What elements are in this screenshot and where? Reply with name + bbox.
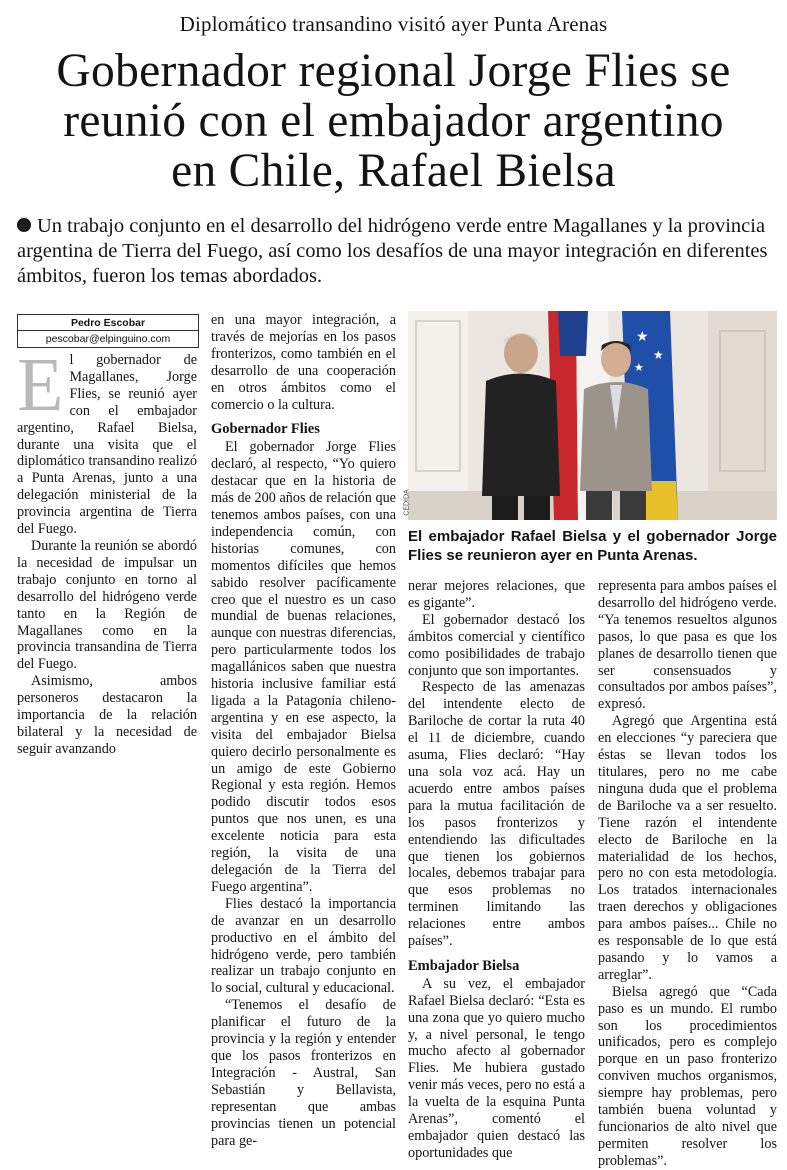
author-email: pescobar@elpinguino.com	[45, 333, 171, 345]
article-column-2	[211, 312, 396, 1149]
article-photo	[403, 311, 777, 520]
lead-paragraph	[17, 214, 779, 289]
photo-caption: El embajador Rafael Bielsa y el gobernador Jorge Flies se reunieron ayer en Punta Arenas.	[408, 528, 777, 564]
paragraph: Bielsa agregó que “Cada paso es un mundo. El rumbo son los procedimientos unificados, pero es complejo porque en un paso fronterizo conviven muchos organismos, siempre hay problemas, pero también buena voluntad y funcionarios de alto nivel que permiten resolver los problemas”.	[598, 983, 777, 1169]
paragraph-text: l gobernador de Magallanes, Jorge Flies, se reunió ayer con el embajador argentino, Rafael Bielsa, durante una visita que el diplomático transandino realizó a Punta Arenas, junto a una delegación ministerial de la provincia argentina de Tierra del Fuego.	[17, 352, 197, 538]
article-column-4	[598, 578, 777, 1170]
paragraph: El gobernador destacó los ámbitos comercial y científico como posibilidades de trabajo conjunto que son importantes.	[408, 611, 585, 679]
photo-illustration	[408, 311, 777, 520]
subheading: Embajador Bielsa	[408, 957, 520, 974]
kicker: Diplomático transandino visitó ayer Punta Arenas	[179, 12, 608, 36]
paragraph: Durante la reunión se abordó la necesidad de impulsar un trabajo conjunto en torno al desarrollo del hidrógeno verde tanto en la Región de Magallanes como en la provincia transandina de Tierra del Fuego.	[17, 537, 197, 673]
subheading: Gobernador Flies	[211, 421, 320, 438]
paragraph: Agregó que Argentina está en elecciones “y pareciera que éstas se llevan todos los titulares, pero no me cabe ninguna duda que el problema de Bariloche va a ser resuelto. Tiene razón el intendente electo de Bariloche en la materialidad de los hechos, pero no con esta metodología. Los tratados internacionales traen derechos y obligaciones para ambos países... Chile no es responsable de lo que está pasando y lo vamos a arreglar”.	[598, 713, 777, 983]
svg-text:★: ★	[653, 348, 664, 362]
headline-line: en Chile, Rafael Bielsa	[171, 145, 616, 197]
paragraph: nerar mejores relaciones, que es gigante”.	[408, 578, 585, 611]
lead-text: Un trabajo conjunto en el desarrollo del hidrógeno verde entre Magallanes y la provincia argentina de Tierra del Fuego, así como los desafíos de una mayor integración en diferentes ámbitos, fueron los temas abordados.	[17, 215, 768, 287]
headline-line: reunió con el embajador argentino	[63, 95, 724, 147]
photo-credit: CEDIDA	[403, 489, 411, 516]
paragraph: “Tenemos el desafío de planificar el futuro de la provincia y la región y entender que los pasos fronterizos en Integración - Austral, San Sebastián y Bellavista, representan que ambas provincias tienen un potencial para ge-	[211, 997, 396, 1149]
author-name: Pedro Escobar	[18, 315, 198, 331]
paragraph: Asimismo, ambos personeros destacaron la importancia de la relación bilateral y la necesidad de seguir avanzando	[17, 673, 197, 757]
paragraph: El gobernador Jorge Flies declaró, al respecto, “Yo quiero destacar que en la historia de más de 200 años de relación que tenemos ambos países, con una independencia común, con historias comunes, con momentos difíciles que hemos sabido resolver pacíficamente creo que el nuestro es un caso mundial de buenas relaciones, aunque con nuestras diferencias, pero particularmente todos los magallánicos saben que nuestra historia inclusive familiar está ligada a la Patagonia chileno-argentina y en ese aspecto, la visita del embajador Bielsa quiero decirlo personalmente es un amigo de este Gobierno Regional y esta región. Hemos podido discutir todos esos puntos que nos unen, es una excelente noticia para esta región, la visita de una delegación de la Tierra del Fuego argentina”.	[211, 439, 396, 895]
paragraph: en una mayor integración, a través de mejorías en los pasos fronterizos, como también en el desarrollo de una cooperación en otros ámbitos como el comercio o la cultura.	[211, 312, 396, 413]
headline-line: Gobernador regional Jorge Flies se	[56, 45, 731, 97]
svg-text:★: ★	[636, 330, 649, 345]
paragraph	[17, 343, 197, 538]
dropcap: E	[17, 343, 64, 427]
bullet-icon	[17, 218, 31, 232]
paragraph: A su vez, el embajador Rafael Bielsa declaró: “Esta es una zona que yo quiero mucho y, a nivel personal, le tengo mucho afecto al gobernador Flies. Me hubiera gustado venir más veces, pero no está a la vuelta de la esquina Punta Arenas”, comentó el embajador quien destacó las oportunidades que	[408, 975, 585, 1161]
paragraph: Respecto de las amenazas del intendente electo de Bariloche de cortar la ruta 40 el 11 de diciembre, cuando asuma, Flies declaró: “Hay una sola voz acá. Hay un acuerdo entre ambos países para la mutua facilitación de los pasos fronterizos y entendiendo las dificultades que tienen los gobiernos locales, debemos trabajar para que esos problemas no terminen limitando las relaciones entre ambos países”.	[408, 679, 585, 950]
article-column-3	[408, 578, 585, 1162]
paragraph: Flies destacó la importancia de avanzar en un desarrollo productivo en el ámbito del hidrógeno verde, pero también realizar un trabajo conjunto en lo social, cultural y educacional.	[211, 895, 396, 997]
paragraph: representa para ambos países el desarrollo del hidrógeno verde. “Ya tenemos resueltos algunos pasos, lo que pasa es que los planes de desarrollo tienen que ser consensuados y consultados por ambos países”, expresó.	[598, 578, 777, 713]
headline	[10, 46, 777, 196]
article-column-1	[17, 343, 197, 758]
svg-text:★: ★	[634, 362, 644, 374]
